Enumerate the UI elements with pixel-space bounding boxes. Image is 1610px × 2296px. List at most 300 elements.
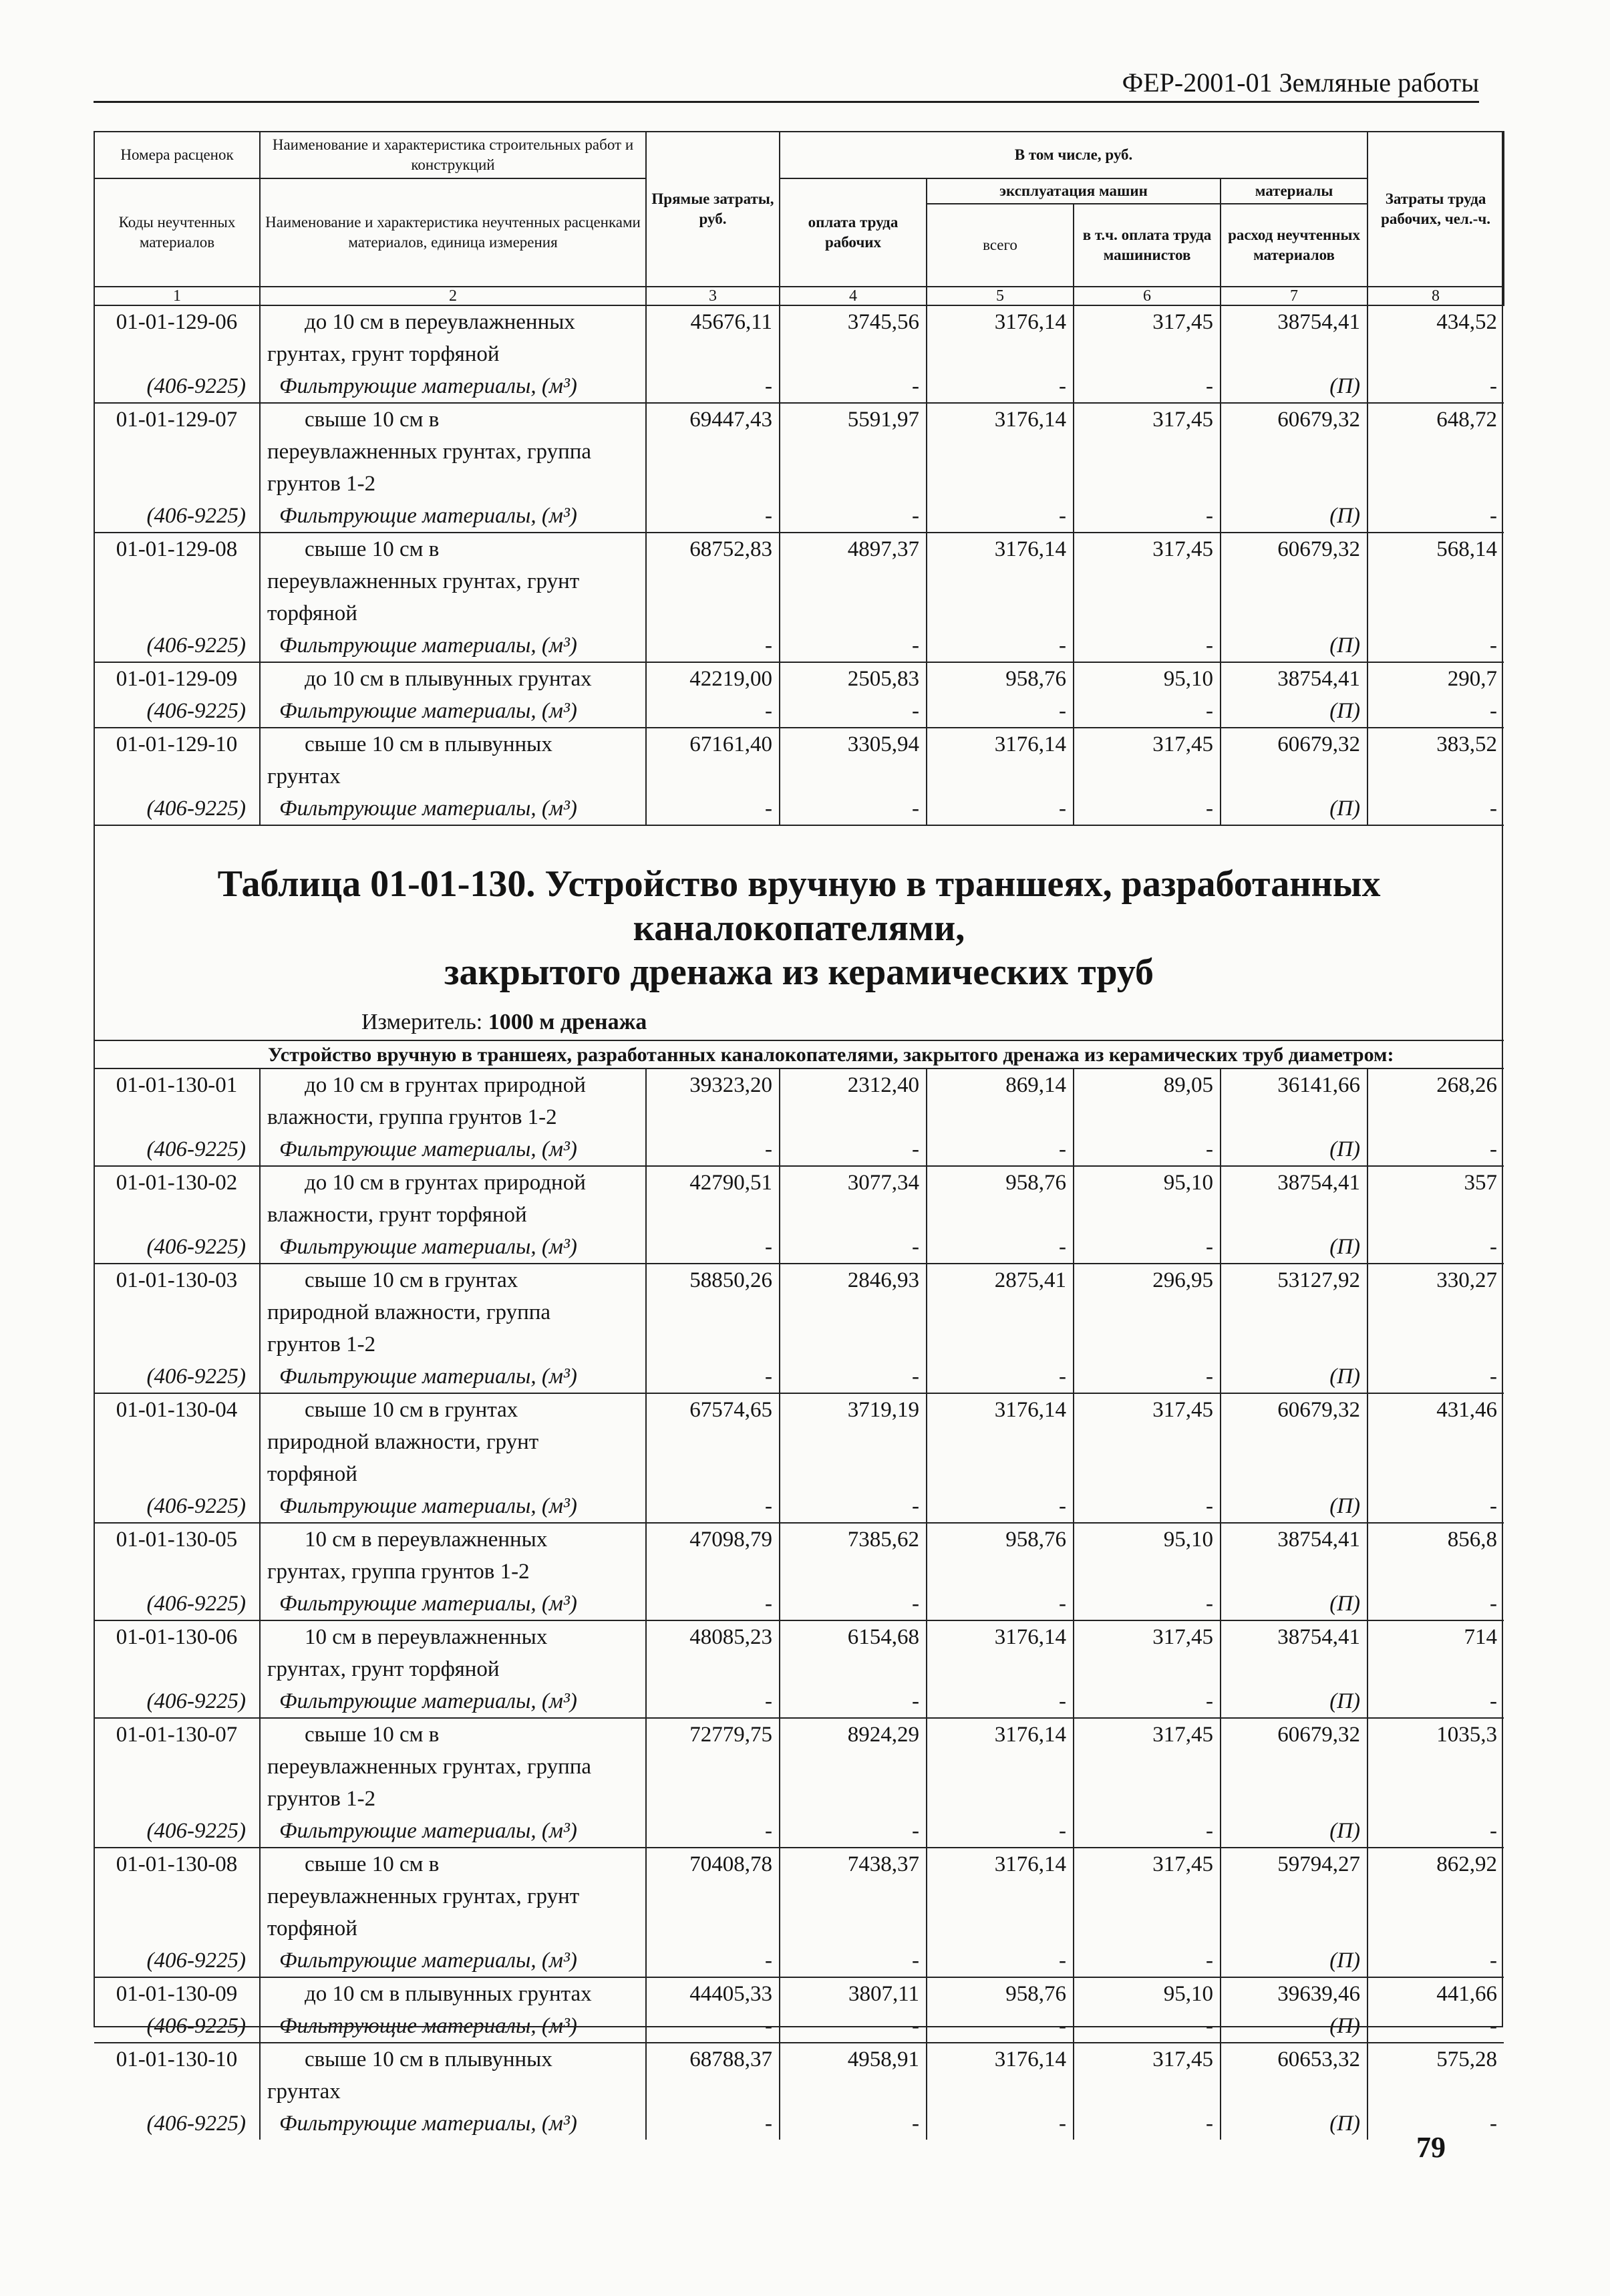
measure-unit — [94, 1000, 1504, 1040]
rate-value: 317,45 — [1074, 305, 1221, 338]
rate-value-cell — [1221, 1101, 1367, 1133]
rate-value: 3745,56 — [780, 305, 927, 338]
material-value: (П) — [1221, 1360, 1367, 1393]
rate-value-cell — [1074, 597, 1221, 629]
rate-value-cell — [927, 565, 1074, 597]
rate-value: 44405,33 — [646, 1977, 780, 2010]
rate-row — [94, 1653, 1504, 1685]
rate-value-cell — [1367, 1296, 1504, 1328]
rate-value: 7385,62 — [780, 1523, 927, 1556]
rate-value-cell — [927, 1458, 1074, 1490]
rate-value: 95,10 — [1074, 1166, 1221, 1199]
material-value: - — [646, 1588, 780, 1620]
rate-name: торфяной — [260, 1912, 646, 1945]
rate-row — [94, 662, 1504, 695]
material-value: - — [927, 370, 1074, 403]
material-value: - — [1074, 1588, 1221, 1620]
rate-name: до 10 см в грунтах природной — [260, 1068, 646, 1101]
rate-row — [94, 760, 1504, 793]
rate-name: свыше 10 см в грунтах — [260, 1393, 646, 1426]
rate-name: свыше 10 см в — [260, 533, 646, 565]
material-value: - — [927, 793, 1074, 825]
rate-value-cell — [1074, 1458, 1221, 1490]
material-name: Фильтрующие материалы, (м³) — [260, 2108, 646, 2140]
rate-value-cell — [646, 1880, 780, 1912]
rate-value-cell — [1221, 1296, 1367, 1328]
material-row — [94, 1685, 1504, 1718]
rate-code: 01-01-130-04 — [94, 1393, 260, 1426]
rate-value-cell — [1074, 338, 1221, 370]
rate-row — [94, 1296, 1504, 1328]
rate-value: 1035,3 — [1367, 1718, 1504, 1751]
material-row — [94, 1231, 1504, 1264]
rate-value: 648,72 — [1367, 403, 1504, 436]
rate-value-cell — [1367, 1653, 1504, 1685]
rate-value-cell — [927, 1101, 1074, 1133]
rate-value-cell — [927, 1328, 1074, 1360]
rate-name: природной влажности, группа — [260, 1296, 646, 1328]
material-name: Фильтрующие материалы, (м³) — [260, 695, 646, 728]
rate-value-cell — [1221, 2075, 1367, 2108]
rate-value: 3077,34 — [780, 1166, 927, 1199]
rate-row — [94, 1068, 1504, 1101]
rate-name: до 10 см в плывунных грунтах — [260, 662, 646, 695]
rate-code: 01-01-130-07 — [94, 1718, 260, 1751]
measure-unit-value: 1000 м дренажа — [488, 1010, 647, 1034]
rate-name: грунтах, группа грунтов 1-2 — [260, 1556, 646, 1588]
rate-value-cell — [780, 1426, 927, 1458]
rate-value: 958,76 — [927, 1166, 1074, 1199]
rate-value: 60679,32 — [1221, 1718, 1367, 1751]
header-materials-consumption: расход неучтенных материалов — [1221, 204, 1367, 287]
material-value: - — [1074, 1133, 1221, 1166]
rate-value-cell — [927, 760, 1074, 793]
rate-value: 958,76 — [927, 1977, 1074, 2010]
rate-code: 01-01-129-09 — [94, 662, 260, 695]
rate-name: свыше 10 см в плывунных — [260, 728, 646, 760]
rate-value: 48085,23 — [646, 1620, 780, 1653]
rate-row — [94, 468, 1504, 500]
rate-value-cell — [646, 2075, 780, 2108]
material-value: (П) — [1221, 1490, 1367, 1523]
material-code: (406-9225) — [94, 629, 260, 662]
rate-value-cell — [1367, 760, 1504, 793]
material-value: - — [646, 695, 780, 728]
rate-value: 5591,97 — [780, 403, 927, 436]
rate-name: до 10 см в плывунных грунтах — [260, 1977, 646, 2010]
rate-row — [94, 1166, 1504, 1199]
material-value: - — [1490, 1235, 1498, 1259]
material-code: (406-9225) — [94, 1588, 260, 1620]
rate-value: 290,7 — [1367, 662, 1504, 695]
rate-value: 60679,32 — [1221, 1393, 1367, 1426]
rate-value: 36141,66 — [1221, 1068, 1367, 1101]
rate-value-cell — [1367, 565, 1504, 597]
material-value: - — [780, 2108, 927, 2140]
material-row — [94, 695, 1504, 728]
column-number: 5 — [927, 287, 1074, 305]
rate-value: 3176,14 — [927, 305, 1074, 338]
rate-value-cell — [780, 1783, 927, 1815]
material-code: (406-9225) — [94, 2108, 260, 2140]
material-value: - — [646, 1133, 780, 1166]
rate-value: 95,10 — [1074, 1977, 1221, 2010]
material-value: - — [1074, 793, 1221, 825]
rate-value-cell — [1221, 565, 1367, 597]
rate-value-cell — [646, 1912, 780, 1945]
header-material-names: Наименование и характеристика неучтенных расценками материалов, единица измерения — [260, 178, 646, 287]
rate-value: 431,46 — [1367, 1393, 1504, 1426]
material-value: - — [1490, 1494, 1498, 1518]
material-value: - — [780, 1490, 927, 1523]
material-name: Фильтрующие материалы, (м³) — [260, 793, 646, 825]
material-name: Фильтрующие материалы, (м³) — [260, 1360, 646, 1393]
rate-value: 317,45 — [1074, 1620, 1221, 1653]
material-name: Фильтрующие материалы, (м³) — [260, 500, 646, 533]
rate-value: 357 — [1367, 1166, 1504, 1199]
rate-value-cell — [1221, 597, 1367, 629]
rate-name: грунтах — [260, 760, 646, 793]
material-value: - — [927, 500, 1074, 533]
rate-row — [94, 1718, 1504, 1751]
rate-value: 2312,40 — [780, 1068, 927, 1101]
material-value: - — [780, 2010, 927, 2043]
rate-value: 575,28 — [1367, 2043, 1504, 2075]
material-value: - — [927, 1588, 1074, 1620]
material-value: - — [1074, 695, 1221, 728]
rate-value-cell — [780, 1653, 927, 1685]
rate-value-cell — [646, 1328, 780, 1360]
material-row — [94, 1945, 1504, 1977]
rate-value: 42219,00 — [646, 662, 780, 695]
rate-code-cell — [94, 1458, 260, 1490]
rate-value-cell — [780, 1199, 927, 1231]
material-value: - — [927, 695, 1074, 728]
rate-value: 317,45 — [1074, 1848, 1221, 1880]
rate-value-cell — [1221, 1458, 1367, 1490]
material-value: (П) — [1221, 695, 1367, 728]
rate-value: 2875,41 — [927, 1264, 1074, 1296]
rate-value: 6154,68 — [780, 1620, 927, 1653]
material-value: - — [927, 2108, 1074, 2140]
material-value: - — [1490, 797, 1498, 821]
section-title-line: закрытого дренажа из керамических труб — [444, 952, 1154, 993]
material-value: - — [1074, 1685, 1221, 1718]
header-material-codes: Коды неучтенных материалов — [94, 178, 260, 287]
rate-code-cell — [94, 1101, 260, 1133]
rate-value: 3176,14 — [927, 2043, 1074, 2075]
rate-name: свыше 10 см в — [260, 1848, 646, 1880]
rate-value-cell — [927, 1426, 1074, 1458]
rate-value: 3305,94 — [780, 728, 927, 760]
rate-row — [94, 1620, 1504, 1653]
rate-value: 59794,27 — [1221, 1848, 1367, 1880]
rate-value-cell — [927, 1653, 1074, 1685]
rate-row — [94, 1751, 1504, 1783]
rate-value: 58850,26 — [646, 1264, 780, 1296]
rate-value-cell — [1074, 436, 1221, 468]
material-value: - — [927, 1490, 1074, 1523]
rate-row — [94, 1783, 1504, 1815]
material-value: - — [780, 1945, 927, 1977]
rate-value-cell — [1221, 468, 1367, 500]
rate-value-cell — [927, 597, 1074, 629]
material-value: - — [927, 1685, 1074, 1718]
header-work-names: Наименование и характеристика строительных работ и конструкций — [260, 132, 646, 178]
material-value: - — [646, 2108, 780, 2140]
rate-row — [94, 1458, 1504, 1490]
rate-value-cell — [1367, 597, 1504, 629]
material-value: - — [780, 629, 927, 662]
rate-value: 317,45 — [1074, 728, 1221, 760]
rate-value: 3176,14 — [927, 1718, 1074, 1751]
rate-value-cell — [1074, 1199, 1221, 1231]
rate-value-cell — [1074, 2075, 1221, 2108]
rate-value-cell — [1367, 1751, 1504, 1783]
rate-name: грунтах, грунт торфяной — [260, 1653, 646, 1685]
rate-value: 714 — [1367, 1620, 1504, 1653]
rate-value: 60679,32 — [1221, 533, 1367, 565]
rate-value: 38754,41 — [1221, 1523, 1367, 1556]
rate-value-cell — [780, 1101, 927, 1133]
rate-value-cell — [646, 760, 780, 793]
material-code: (406-9225) — [94, 1133, 260, 1166]
rate-code: 01-01-129-06 — [94, 305, 260, 338]
material-code: (406-9225) — [94, 1685, 260, 1718]
rate-value-cell — [1074, 1880, 1221, 1912]
group-title: Устройство вручную в траншеях, разработанных каналокопателями, закрытого дренажа из керамических труб диаметром: — [94, 1040, 1504, 1068]
column-number: 3 — [646, 287, 780, 305]
material-row — [94, 500, 1504, 533]
material-value: (П) — [1221, 1945, 1367, 1977]
rate-value-cell — [1221, 1556, 1367, 1588]
column-number: 1 — [94, 287, 260, 305]
rate-name: влажности, грунт торфяной — [260, 1199, 646, 1231]
material-value: - — [1490, 2112, 1498, 2136]
section-title — [94, 825, 1504, 1000]
material-row — [94, 2108, 1504, 2140]
header-materials: материалы — [1221, 178, 1367, 204]
material-value: - — [1074, 1815, 1221, 1848]
rate-value-cell — [927, 2075, 1074, 2108]
rate-value-cell — [646, 338, 780, 370]
rate-name: природной влажности, грунт — [260, 1426, 646, 1458]
rate-value: 434,52 — [1367, 305, 1504, 338]
rate-code-cell — [94, 565, 260, 597]
rate-name: 10 см в переувлажненных — [260, 1620, 646, 1653]
material-value: - — [1490, 374, 1498, 398]
rates-document — [94, 131, 1503, 2136]
rate-row — [94, 403, 1504, 436]
rate-value: 317,45 — [1074, 533, 1221, 565]
rate-name: переувлажненных грунтах, группа — [260, 1751, 646, 1783]
rate-name: переувлажненных грунтах, грунт — [260, 565, 646, 597]
rate-value-cell — [1367, 1199, 1504, 1231]
rate-row — [94, 2043, 1504, 2075]
rate-value-cell — [927, 1199, 1074, 1231]
rate-value: 72779,75 — [646, 1718, 780, 1751]
rate-row — [94, 728, 1504, 760]
material-value: - — [1074, 500, 1221, 533]
header-labour-costs: Затраты труда рабочих, чел.-ч. — [1367, 132, 1504, 287]
rate-value: 3176,14 — [927, 1393, 1074, 1426]
material-code: (406-9225) — [94, 1815, 260, 1848]
material-row — [94, 1133, 1504, 1166]
measure-unit-label: Измеритель: — [361, 1010, 483, 1034]
rate-row — [94, 1880, 1504, 1912]
rate-value-cell — [1221, 1751, 1367, 1783]
material-value: (П) — [1221, 370, 1367, 403]
rate-code-cell — [94, 1751, 260, 1783]
rate-value-cell — [646, 1783, 780, 1815]
rate-value-cell — [646, 436, 780, 468]
rate-value-cell — [1367, 1556, 1504, 1588]
material-value: - — [780, 500, 927, 533]
column-number: 8 — [1367, 287, 1504, 305]
rate-value-cell — [646, 1751, 780, 1783]
rate-value: 68752,83 — [646, 533, 780, 565]
rate-code: 01-01-130-09 — [94, 1977, 260, 2010]
rate-value-cell — [927, 1912, 1074, 1945]
rate-code: 01-01-129-07 — [94, 403, 260, 436]
rate-code-cell — [94, 436, 260, 468]
material-value: - — [1490, 1365, 1498, 1389]
rate-value-cell — [927, 1783, 1074, 1815]
rate-value: 89,05 — [1074, 1068, 1221, 1101]
rate-value: 862,92 — [1367, 1848, 1504, 1880]
material-value: - — [1074, 1231, 1221, 1264]
material-name: Фильтрующие материалы, (м³) — [260, 1490, 646, 1523]
rate-name: 10 см в переувлажненных — [260, 1523, 646, 1556]
rate-value-cell — [780, 1751, 927, 1783]
material-row — [94, 2010, 1504, 2043]
column-number: 6 — [1074, 287, 1221, 305]
rate-value-cell — [1367, 436, 1504, 468]
rate-value: 60679,32 — [1221, 403, 1367, 436]
rate-value: 45676,11 — [646, 305, 780, 338]
rate-name: торфяной — [260, 1458, 646, 1490]
rate-code-cell — [94, 2075, 260, 2108]
rate-value-cell — [1367, 1458, 1504, 1490]
header-direct-costs: Прямые затраты, руб. — [646, 132, 780, 287]
rate-name: грунтов 1-2 — [260, 1328, 646, 1360]
material-value: - — [927, 1945, 1074, 1977]
rate-row — [94, 1393, 1504, 1426]
rate-value: 60679,32 — [1221, 728, 1367, 760]
rate-code-cell — [94, 1880, 260, 1912]
rate-value: 68788,37 — [646, 2043, 780, 2075]
rate-value: 3176,14 — [927, 1848, 1074, 1880]
material-value: - — [927, 1133, 1074, 1166]
rate-row — [94, 565, 1504, 597]
rates-table — [94, 131, 1504, 2140]
material-value: - — [1490, 2014, 1498, 2038]
rate-code: 01-01-130-10 — [94, 2043, 260, 2075]
rate-code: 01-01-130-08 — [94, 1848, 260, 1880]
rate-value: 317,45 — [1074, 2043, 1221, 2075]
header-including: В том числе, руб. — [780, 132, 1367, 178]
material-value: - — [646, 370, 780, 403]
rate-value: 4958,91 — [780, 2043, 927, 2075]
rate-value: 330,27 — [1367, 1264, 1504, 1296]
rate-name: грунтов 1-2 — [260, 1783, 646, 1815]
rate-row — [94, 1101, 1504, 1133]
header-machines: эксплуатация машин — [927, 178, 1221, 204]
material-name: Фильтрующие материалы, (м³) — [260, 1945, 646, 1977]
material-value: (П) — [1221, 2108, 1367, 2140]
rate-value: 3176,14 — [927, 403, 1074, 436]
rate-value-cell — [646, 1653, 780, 1685]
rate-code-cell — [94, 1783, 260, 1815]
material-name: Фильтрующие материалы, (м³) — [260, 370, 646, 403]
material-value: (П) — [1221, 1231, 1367, 1264]
material-code: (406-9225) — [94, 370, 260, 403]
material-code: (406-9225) — [94, 500, 260, 533]
material-name: Фильтрующие материалы, (м³) — [260, 1685, 646, 1718]
material-value: - — [780, 1685, 927, 1718]
rate-code-cell — [94, 1296, 260, 1328]
rate-value: 317,45 — [1074, 403, 1221, 436]
rate-value-cell — [646, 468, 780, 500]
rate-name: грунтах, грунт торфяной — [260, 338, 646, 370]
rate-value-cell — [1367, 1783, 1504, 1815]
rate-value-cell — [1074, 565, 1221, 597]
rate-value-cell — [780, 1458, 927, 1490]
material-value: - — [927, 2010, 1074, 2043]
material-value: - — [646, 629, 780, 662]
rate-value-cell — [927, 1751, 1074, 1783]
rate-value-cell — [646, 1458, 780, 1490]
material-row — [94, 1815, 1504, 1848]
material-value: - — [780, 1231, 927, 1264]
material-value: - — [780, 1588, 927, 1620]
rate-value-cell — [927, 1880, 1074, 1912]
material-name: Фильтрующие материалы, (м³) — [260, 1588, 646, 1620]
rate-value-cell — [1074, 1556, 1221, 1588]
material-value: - — [1490, 1689, 1498, 1713]
rate-code-cell — [94, 338, 260, 370]
rate-value: 268,26 — [1367, 1068, 1504, 1101]
rate-value-cell — [646, 1296, 780, 1328]
rate-value: 69447,43 — [646, 403, 780, 436]
rate-value-cell — [1221, 760, 1367, 793]
rate-value-cell — [780, 1912, 927, 1945]
material-value: (П) — [1221, 1685, 1367, 1718]
rate-row — [94, 1556, 1504, 1588]
rate-value: 67161,40 — [646, 728, 780, 760]
rate-value: 3176,14 — [927, 533, 1074, 565]
rate-value-cell — [646, 1199, 780, 1231]
material-value: - — [780, 695, 927, 728]
material-value: - — [1074, 1945, 1221, 1977]
material-row — [94, 1490, 1504, 1523]
rate-row — [94, 1426, 1504, 1458]
material-code: (406-9225) — [94, 1945, 260, 1977]
page-number: 79 — [1416, 2131, 1446, 2164]
rate-code-cell — [94, 760, 260, 793]
rate-value-cell — [1367, 2075, 1504, 2108]
rate-value: 39323,20 — [646, 1068, 780, 1101]
rate-value: 3807,11 — [780, 1977, 927, 2010]
rate-code-cell — [94, 597, 260, 629]
rate-value-cell — [780, 1328, 927, 1360]
rate-code-cell — [94, 1328, 260, 1360]
rate-value: 67574,65 — [646, 1393, 780, 1426]
rate-value-cell — [780, 565, 927, 597]
rate-code-cell — [94, 1556, 260, 1588]
rate-value: 3719,19 — [780, 1393, 927, 1426]
material-value: - — [1074, 2010, 1221, 2043]
